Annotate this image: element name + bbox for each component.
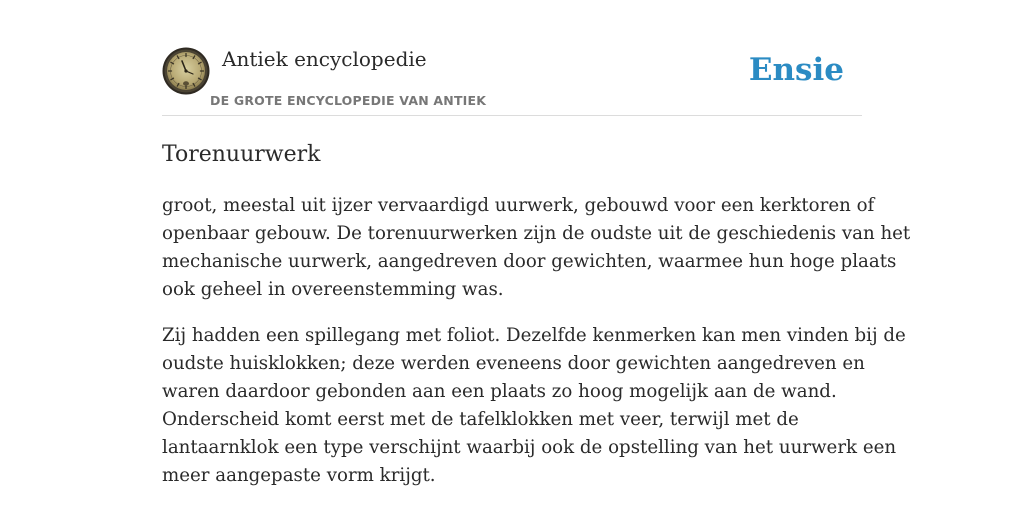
- paragraph-line: mechanische uurwerk, aangedreven door gewichten, waarmee hun hoge plaats: [162, 251, 897, 272]
- paragraph-line: meer aangepaste vorm krijgt.: [162, 465, 436, 486]
- paragraph-line: ook geheel in overeenstemming was.: [162, 279, 504, 300]
- paragraph-line: Onderscheid komt eerst met de tafelklokken met veer, terwijl met de: [162, 409, 799, 430]
- paragraph-line: waren daardoor gebonden aan een plaats zo hoog mogelijk aan de wand.: [162, 381, 837, 402]
- article-paragraph: [162, 192, 911, 304]
- site-subtitle: DE GROTE ENCYCLOPEDIE VAN ANTIEK: [210, 93, 487, 108]
- brand-logo[interactable]: Ensie: [748, 52, 844, 88]
- paragraph-line: groot, meestal uit ijzer vervaardigd uurwerk, gebouwd voor een kerktoren of: [162, 195, 875, 216]
- site-title[interactable]: Antiek encyclopedie: [222, 47, 427, 71]
- article-title: Torenuurwerk: [162, 142, 321, 167]
- paragraph-line: oudste huisklokken; deze werden eveneens door gewichten aangedreven en: [162, 353, 865, 374]
- antique-clock-icon[interactable]: [162, 47, 210, 95]
- article-body: [162, 192, 911, 508]
- paragraph-line: Zij hadden een spillegang met foliot. Dezelfde kenmerken kan men vinden bij de: [162, 325, 906, 346]
- article-paragraph: [162, 322, 906, 490]
- site-header: [162, 44, 862, 116]
- paragraph-line: lantaarnklok een type verschijnt waarbij ook de opstelling van het uurwerk een: [162, 437, 897, 458]
- header-divider: [162, 115, 862, 116]
- paragraph-line: openbaar gebouw. De torenuurwerken zijn de oudste uit de geschiedenis van het: [162, 223, 911, 244]
